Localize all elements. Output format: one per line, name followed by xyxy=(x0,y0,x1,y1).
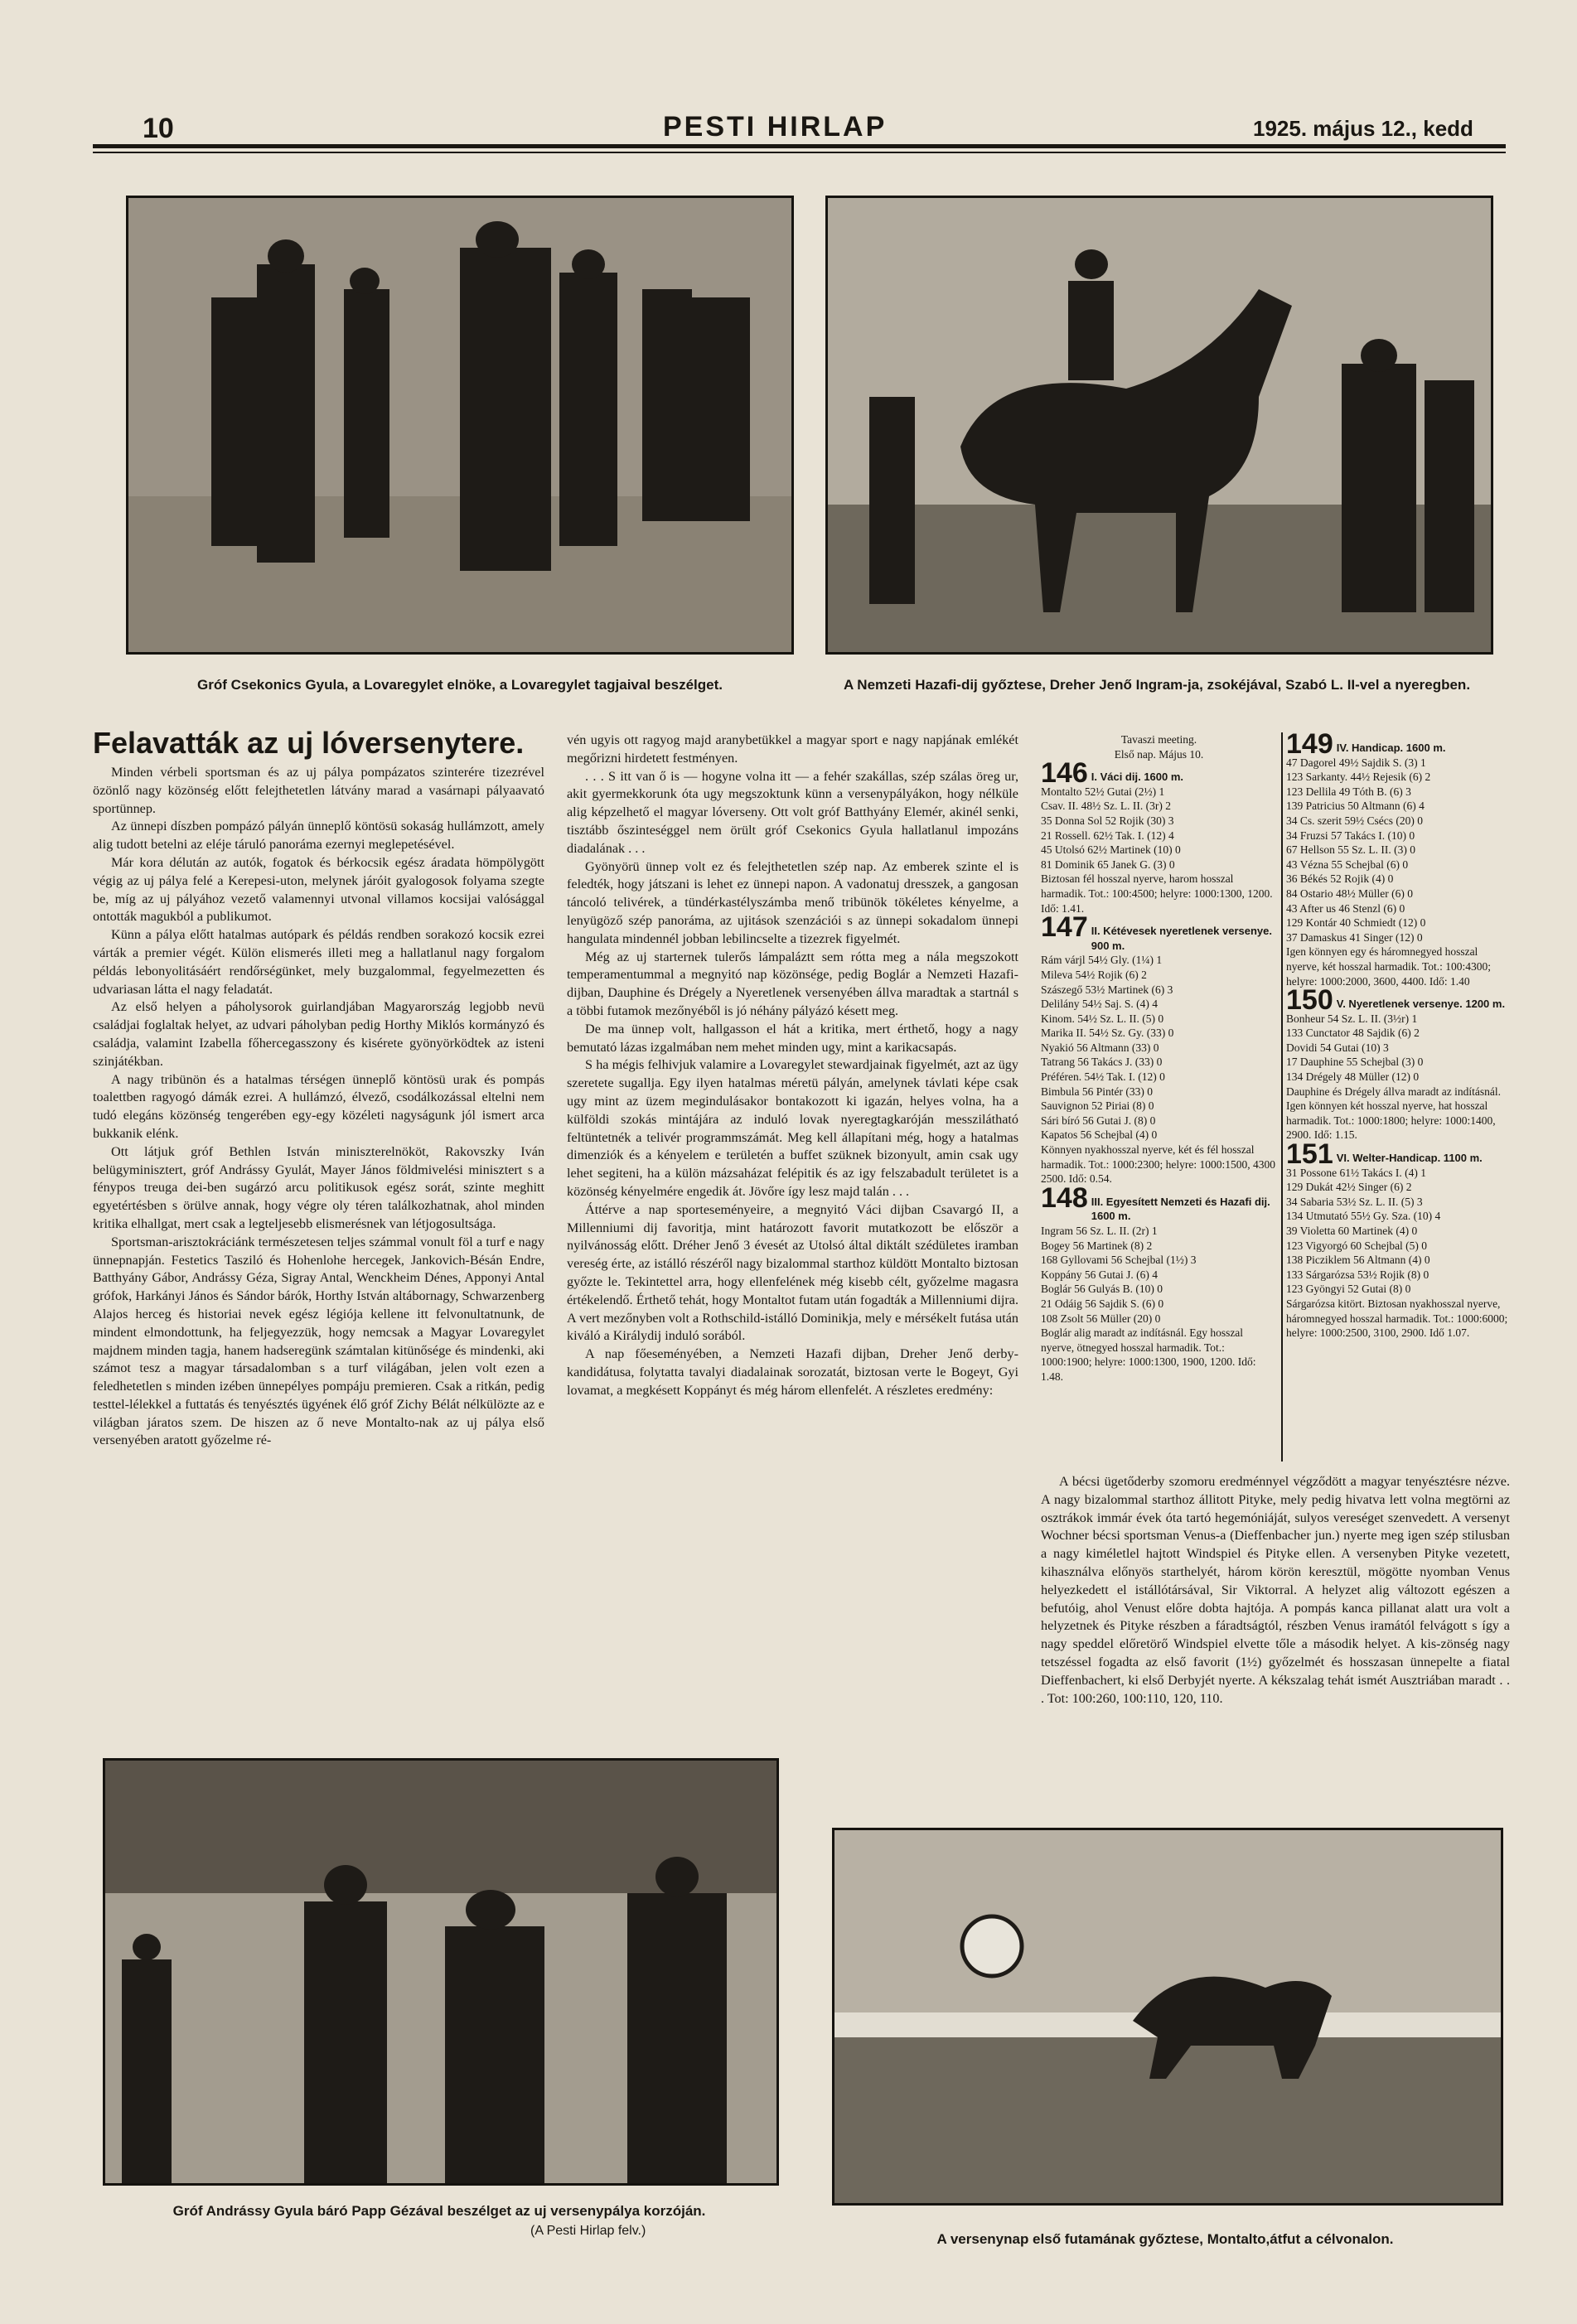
photo-lovaregylet-members xyxy=(126,196,794,655)
caption-bottom-left: Gróf Andrássy Gyula báró Papp Gézával beszélget az uj versenypálya korzóján. xyxy=(172,2203,706,2219)
race-line: 35 Donna Sol 52 Rojik (30) 3 xyxy=(1041,814,1174,827)
race-number: 148 xyxy=(1041,1181,1088,1214)
race-line: 84 Ostario 48½ Müller (6) 0 xyxy=(1286,887,1413,900)
race-line: Dovidi 54 Gutai (10) 3 xyxy=(1286,1041,1389,1054)
race-line: 108 Zsolt 56 Müller (20) 0 xyxy=(1041,1312,1161,1325)
race-line: Mileva 54½ Rojik (6) 2 xyxy=(1041,968,1147,981)
photo-image xyxy=(834,1830,1501,2203)
paragraph: Gyönyörü ünnep volt ez és felejthetetlen szép nap. Az emberek szinte el is feledték, hogy játszani is lehet ez ünnepi napon. A vadonatuj dresszek, a gangosan táncoló telivérek, a tündérkastélyszámba menő tribünök tökéletes kényelme, a lenyügöző szép panoráma, az ujitások szenzációi s az ünnepi sokadalom ünnepi hangulata mindennél jobban lebilincselte a tizezrek figyelmét. xyxy=(567,858,1018,946)
race-line: 43 After us 46 Stenzl (6) 0 xyxy=(1286,901,1405,915)
race-title: IV. Handicap. 1600 m. xyxy=(1336,742,1446,754)
race-line: Sauvignon 52 Piriai (8) 0 xyxy=(1041,1099,1154,1113)
race-line: 21 Odáig 56 Sajdik S. (6) 0 xyxy=(1041,1297,1164,1310)
masthead: PESTI HIRLAP xyxy=(663,111,888,143)
race-result xyxy=(1041,1181,1277,1384)
race-line: Bimbula 56 Pintér (33) 0 xyxy=(1041,1085,1153,1098)
photo-image xyxy=(128,198,791,652)
race-line: 129 Kontár 40 Schmiedt (12) 0 xyxy=(1286,916,1426,930)
header-rule-thin xyxy=(93,152,1506,153)
paragraph: Minden vérbeli sportsman és az uj pálya pompázatos szinterére tizezrével özönlő nagy közönség előtt felejthetetlen látvány marad a vasárnapi pályaavató sportünnep. xyxy=(93,765,544,816)
race-line: Igen könnyen egy és háromnegyed hosszal nyerve, két hosszal harmadik. Tot.: 100:4300; helyre: 1000:2000, 3600, 4400. Idő: 1.40 xyxy=(1286,945,1492,988)
race-line: 47 Dagorel 49½ Sajdik S. (3) 1 xyxy=(1286,756,1426,769)
race-line: 34 Cs. szerit 59½ Csécs (20) 0 xyxy=(1286,814,1423,827)
race-line: 17 Dauphine 55 Schejbal (3) 0 xyxy=(1286,1056,1424,1069)
race-line: Rám várjl 54½ Gly. (1¼) 1 xyxy=(1041,954,1163,967)
article-column-1 xyxy=(93,764,544,1450)
paragraph: Az ünnepi díszben pompázó pályán ünneplő köntösü sokaság hullámzott, amely alig tudott betelni az eléje táruló panoráma ezernyi meglepetésével. xyxy=(93,819,544,853)
race-line: 133 Cunctator 48 Sajdik (6) 2 xyxy=(1286,1027,1420,1040)
race-line: 45 Utolsó 62½ Martinek (10) 0 xyxy=(1041,843,1181,857)
race-line: Delilány 54½ Saj. S. (4) 4 xyxy=(1041,998,1158,1011)
photo-ingram-winner xyxy=(825,196,1493,655)
race-line: 138 Picziklem 56 Altmann (4) 0 xyxy=(1286,1254,1430,1267)
race-line: Csav. II. 48½ Sz. L. II. (3r) 2 xyxy=(1041,800,1171,813)
race-result xyxy=(1286,984,1510,1143)
race-line: 123 Gyöngyi 52 Gutai (8) 0 xyxy=(1286,1283,1411,1296)
paragraph: Még az uj starternek tulerős lámpaláztt sem rótta meg a nála megszokott temperamentummal a megnyitó nap közönsége, pedig Boglár a Nemzeti Hazafi-dijban, Dauphine és Drégely a Nyeretlenek versenyében állva maradtak a startnál s a többi futamok mezőnyéből is jó néhány pályázó késett meg. xyxy=(567,949,1018,1018)
race-result xyxy=(1041,911,1277,1186)
paragraph: vén ugyis ott ragyog majd aranybetükkel a magyar sport e nagy napjának emlékét megőrizni hirdetett festményen. xyxy=(567,732,1018,766)
race-header xyxy=(1041,1181,1277,1224)
race-list-right xyxy=(1286,728,1510,1341)
paragraph: De ma ünnep volt, hallgasson el hát a kritika, mert érthető, hogy a nagy bemutató lázas izgalmában nem mehet minden ugy, mint a karikacsapás. xyxy=(567,1021,1018,1055)
race-line: Szászegő 53½ Martinek (6) 3 xyxy=(1041,983,1173,996)
race-title: V. Nyeretlenek versenye. 1200 m. xyxy=(1336,998,1506,1011)
photo-image xyxy=(828,198,1491,652)
race-line: 129 Dukát 42½ Singer (6) 2 xyxy=(1286,1181,1412,1194)
race-line: Kinom. 54½ Sz. L. II. (5) 0 xyxy=(1041,1012,1164,1025)
results-left xyxy=(1041,732,1277,1384)
race-line: Tatrang 56 Takács J. (33) 0 xyxy=(1041,1056,1163,1069)
race-result xyxy=(1286,728,1510,988)
race-result xyxy=(1286,1138,1510,1341)
race-line: 139 Patricius 50 Altmann (6) 4 xyxy=(1286,800,1425,813)
race-line: 134 Utmutató 55½ Gy. Sza. (10) 4 xyxy=(1286,1210,1441,1223)
race-title: II. Kétévesek nyeretlenek versenye. 900 m. xyxy=(1091,925,1272,952)
race-number: 149 xyxy=(1286,728,1333,760)
meeting-title: Tavaszi meeting. xyxy=(1120,733,1197,746)
paragraph: Áttérve a nap sporteseményeire, a megnyitó Váci dijban Csavargó II, a Millenniumi dij favoritja, mint határozott favorit mutatkozott be először a nyilvánosság előtt. Dréher Jenő 3 évesét az Utolsó által diktált szédületes iramban vereség érte, az istálló részéről nagy bizalommal starthoz küldött Montalto biztosan győzte le. Tekintettel arra, hogy ellenfelének még kisebb célt, győzelme magasra értékelendő. Érthető tehát, hogy Montaltot futam után fogadták a Millenniumi dijra. A vert mezőnyben volt a Rothschild-istálló Dominikja, mely e mérsékelt futása után kiváló a Királydij induló sorából. xyxy=(567,1201,1018,1344)
race-line: Koppány 56 Gutai J. (6) 4 xyxy=(1041,1268,1158,1281)
article-headline: Felavatták az uj lóversenytere. xyxy=(93,726,525,760)
race-line: Bogey 56 Martinek (8) 2 xyxy=(1041,1239,1153,1252)
race-line: 123 Dellila 49 Tóth B. (6) 3 xyxy=(1286,785,1411,798)
race-line: 31 Possone 61½ Takács I. (4) 1 xyxy=(1286,1166,1427,1179)
paragraph: Künn a pálya előtt hatalmas autópark és példás rendben sorakozó kocsik ezrei várták a premier végét. Külön elismerés illeti meg a hallatlanul nagy forgalom példás lebonyolitásáért rendőrségünket, mely buzgalommal, fegyelmezetten és udvariasan látta el nagy feladatát. xyxy=(93,927,544,997)
race-line: 39 Violetta 60 Martinek (4) 0 xyxy=(1286,1225,1418,1237)
race-line: Marika II. 54½ Sz. Gy. (33) 0 xyxy=(1041,1027,1174,1040)
page-number: 10 xyxy=(143,113,174,144)
race-line: 36 Békés 52 Rojik (4) 0 xyxy=(1286,872,1394,886)
race-line: 34 Fruzsi 57 Takács I. (10) 0 xyxy=(1286,829,1415,842)
race-line: Sárgarózsa kitört. Biztosan nyakhosszal nyerve, háromnegyed hosszal harmadik. Tot.: 1000:6000; helyre: 1000:2500, 3100, 2900. Idő 1.07. xyxy=(1286,1297,1508,1340)
race-line: 134 Drégely 48 Müller (12) 0 xyxy=(1286,1070,1420,1084)
race-line: 123 Sarkanty. 44½ Rejesik (6) 2 xyxy=(1286,771,1431,784)
paragraph: Ott látjuk gróf Bethlen István miniszterelnököt, Rakovszky Iván belügyminisztert, gróf Andrássy Gyulát, Mayer János földmivelési minisztert s a fénypos treuga dei-ben sugárzó arcu politikusok egész sorát, szinte meghitt egyetértésben s örülve annak, hogy végre oly téren találkozhatnak, ahol minden kritika elhallgat, mert csak a legteljesebb elismerésnek van létjogosultsága. xyxy=(93,1143,544,1231)
header-rule xyxy=(93,144,1506,148)
paragraph: Sportsman-arisztokráciánk természetesen teljes számmal vonult föl a turf e nagy ünnepnapján. Festetics Tasziló és Hohenlohe hercegek, Jankovich-Bésán Endre, Batthyány Gábor, Andrássy Géza, Sigray Antal, Wenckheim Dénes, Apponyi Antal grófok, Harkányi János és Sándor bárók, Horthy István altábornagy, Schwarzenberg Alajos herceg és historiai nevek egész légiója kellene itt felvonultatnunk, de mindent elmondottunk, ha feljegyezzük, hogy nemcsak a Magyar Lovaregylet majdnem minden tagja, hanem hadseregünk számtalan kitünősége és mindenki, aki számot tesz a magyar társadalomban s a turf világában, jelen volt ezen a feledhetetlen s minden izében ünnepélyes pompáju premieren. Csak a ritkán, pedig testtel-lélekkel a futtatás és tenyésztés ügyének élő gróf Zichy Bélát nélkülözte az e világban járatos szem. De hiszen az ő neve Montalto-nak az uj pálya első versenyében aratott győzelme ré- xyxy=(93,1234,544,1448)
race-number: 151 xyxy=(1286,1138,1333,1171)
race-line: Boglár 56 Gulyás B. (10) 0 xyxy=(1041,1283,1163,1296)
race-line: 21 Rossell. 62½ Tak. I. (12) 4 xyxy=(1041,829,1174,842)
column-divider xyxy=(1281,732,1283,1462)
race-number: 147 xyxy=(1041,911,1088,944)
race-line: 37 Damaskus 41 Singer (12) 0 xyxy=(1286,930,1423,944)
issue-date: 1925. május 12., kedd xyxy=(1253,116,1473,141)
meeting-subtitle: Első nap. Május 10. xyxy=(1114,747,1204,761)
race-title: I. Váci dij. 1600 m. xyxy=(1091,771,1184,784)
race-title: III. Egyesített Nemzeti és Hazafi dij. 1600 m. xyxy=(1091,1195,1270,1223)
article-column-2 xyxy=(567,732,1018,1399)
photo-montalto-finish xyxy=(832,1828,1503,2206)
race-line: Dauphine és Drégely állva maradt az indításnál. Igen könnyen két hosszal nyerve, hat hosszal harmadik. Tot.: 1000:1800; helyre: 1000:1400, 2900. Idő: 1.15. xyxy=(1286,1085,1502,1142)
article-column-3 xyxy=(1041,1473,1510,1708)
race-header xyxy=(1286,984,1510,1017)
race-line: 133 Sárgarózsa 53½ Rojik (8) 0 xyxy=(1286,1268,1429,1281)
race-title: VI. Welter-Handicap. 1100 m. xyxy=(1336,1152,1483,1165)
race-line: Biztosan fél hosszal nyerve, harom hosszal harmadik. Tot.: 100:4500; helyre: 1000:1300, 1200. Idő: 1.41. xyxy=(1041,872,1273,915)
results-right xyxy=(1286,728,1510,1341)
paragraph: S ha mégis felhivjuk valamire a Lovaregylet stewardjainak figyelmét, azt az ügy szeretete sugallja. Egy ilyen hatalmas méretü pályán, amelynek távlati képe csak ugy mint az üzem megindulásakor bontakozott ki igazán, helyes volna, ha a külföldi szokás mintájára az induló lovak nyeregtagkaróján messzilátható feltüntetnék a telivér programmszámát. Meg kell állapítani még, hogy a hatalmas dimenziók és a kényelem e területén a buffet szüknek bizonyult, amin csak ugy lehet segiteni, ha a külön mázsaházat felépitik és az igy felszabadult területet is a közönség kényelmére engedik át. Jövőre így lesz majd talán . . . xyxy=(567,1057,1018,1199)
paragraph: A nagy tribünön és a hatalmas térségen ünneplő köntösü urak és pompás toalettben ragyogó dámák ezrei. A hullámzó, élvező, csodálkozással eltelni nem tudó elegáns közönség tengerében egy-egy közéleti nagyságunk jól ismert arca bukkanik elénk. xyxy=(93,1071,544,1141)
caption-top-left: Gróf Csekonics Gyula, a Lovaregylet elnöke, a Lovaregylet tagjaival beszélget. xyxy=(197,677,723,693)
race-header xyxy=(1286,728,1510,760)
race-line: 43 Vézna 55 Schejbal (6) 0 xyxy=(1286,858,1409,871)
race-line: 123 Vigyorgó 60 Schejbal (5) 0 xyxy=(1286,1239,1428,1252)
race-number: 146 xyxy=(1041,757,1088,790)
paragraph: Már kora délután az autók, fogatok és bérkocsik egész áradata hömpölygött végig az uj pálya felé a Kerepesi-uton, melynek járóit gyalogosok folyama szegte be, míg az uj pályához vezető valamennyi utvonal villamos kocsijai valósággal ontották magukból a publikumot. xyxy=(93,854,544,925)
race-list-left xyxy=(1041,757,1277,1384)
race-line: Ingram 56 Sz. L. II. (2r) 1 xyxy=(1041,1225,1158,1237)
race-line: Kapatos 56 Schejbal (4) 0 xyxy=(1041,1128,1158,1142)
race-line: 168 Gyllovami 56 Schejbal (1½) 3 xyxy=(1041,1254,1197,1267)
race-line: Sári bíró 56 Gutai J. (8) 0 xyxy=(1041,1114,1156,1127)
race-result xyxy=(1041,757,1277,916)
caption-top-right: A Nemzeti Hazafi-dij győztese, Dreher Jenő Ingram-ja, zsokéjával, Szabó L. II-vel a nyeregben. xyxy=(843,677,1471,693)
race-number: 150 xyxy=(1286,984,1333,1017)
race-line: Nyakió 56 Altmann (33) 0 xyxy=(1041,1041,1159,1054)
paragraph: A nap főeseményében, a Nemzeti Hazafi dijban, Dreher Jenő derby-kandidátusa, folytatta tavalyi diadalainak sorozatát, biztosan verte le Bogeyt, Gyi lovamat, a megkésett Koppányt és még három ellenfelét. A részletes eredmény: xyxy=(567,1346,1018,1398)
race-header xyxy=(1041,911,1277,953)
race-header xyxy=(1041,757,1277,790)
race-line: Könnyen nyakhosszal nyerve, két és fél hosszal harmadik. Tot.: 1000:2300; helyre: 1000:1500, 4300 2500. Idő: 0.54. xyxy=(1041,1143,1276,1186)
race-line: 34 Sabaria 53½ Sz. L. II. (5) 3 xyxy=(1286,1195,1423,1208)
race-line: Bonheur 54 Sz. L. II. (3½r) 1 xyxy=(1286,1012,1418,1025)
photo-andrassy-papp xyxy=(103,1758,779,2186)
race-line: 67 Hellson 55 Sz. L. II. (3) 0 xyxy=(1286,843,1415,857)
race-line: 81 Dominik 65 Janek G. (3) 0 xyxy=(1041,858,1175,871)
photo-image xyxy=(105,1761,776,2183)
race-line: Préféren. 54½ Tak. I. (12) 0 xyxy=(1041,1070,1165,1084)
paragraph: Az első helyen a páholysorok guirlandjában Magyarország legjobb nevü családjai foglaltak helyet, az udvari páholyban pedig Horthy Miklós kormányzó és családja, valamint Izabella főhercegasszony és kisérete gyönyörködtek az isteni szinjátékban. xyxy=(93,999,544,1069)
paragraph: A bécsi ügetőderby szomoru eredménnyel végződött a magyar tenyésztésre nézve. A nagy bizalommal starthoz állitott Pityke, mely pedig hivatva lett volna megtörni az osztrákok immár évek óta tartó hegemóniáját, sulyos vereséget szenvedett. A versenyt Wochner bécsi sportsman Venus-a (Dieffenbacher jun.) nyerte meg igen szép stilusban a nagy kiméletlel hajtott Windspiel és Pityke ellen. A versenyben Pityke vezetett, kihasználva előnyös starthelyét, három körön keresztül, mögötte nyomban Venus helyezkedett el istállótársával, Sir Viktorral. A helyzet alig változott egészen a befutóig, ahol Venust előre dobta hajtója. A pompás kanca pillanat alatt ura volt a helyzetnek és Pityke részben a fáradtságtól, részben Venus iramától felvágott s így a nagy speddel előretörő Windspiel elvette tőle a második helyet. A kis-zönség nagy tetszéssel fogadta az első favorit (1½) győzelmét és hosszasan ünnepelte a fiatal Dieffenbachert, ki első Derbyjét nyerte. A kékszalag tehát ismét Ausztriában maradt . . . Tot: 100:260, 100:110, 120, 110. xyxy=(1041,1474,1510,1706)
race-line: Montalto 52½ Gutai (2½) 1 xyxy=(1041,785,1165,798)
caption-bottom-right: A versenynap első futamának győztese, Montalto,átfut a célvonalon. xyxy=(936,2231,1394,2247)
race-header xyxy=(1286,1138,1510,1171)
race-line: Boglár alig maradt az indításnál. Egy hosszal nyerve, ötnegyed hosszal harmadik. Tot.: 1000:1900; helyre: 1000:1300, 1900, 1200. Idő: 1.48. xyxy=(1041,1326,1256,1383)
paragraph: . . . S itt van ő is — hogyne volna itt — a fehér szakállas, szép szálas öreg ur, akit gyermekkorunk óta ugy megszoktunk künn a versenypályákon, hogy nélküle alig képzelhető el magyar lóverseny. Ott volt gróf Batthyány Elemér, akinél senki, tisztább őszinteséggel nem örült gróf Csekonics Gyula hallatlanul impozáns diadalának . . . xyxy=(567,768,1018,856)
photo-credit: (A Pesti Hirlap felv.) xyxy=(530,2224,646,2238)
